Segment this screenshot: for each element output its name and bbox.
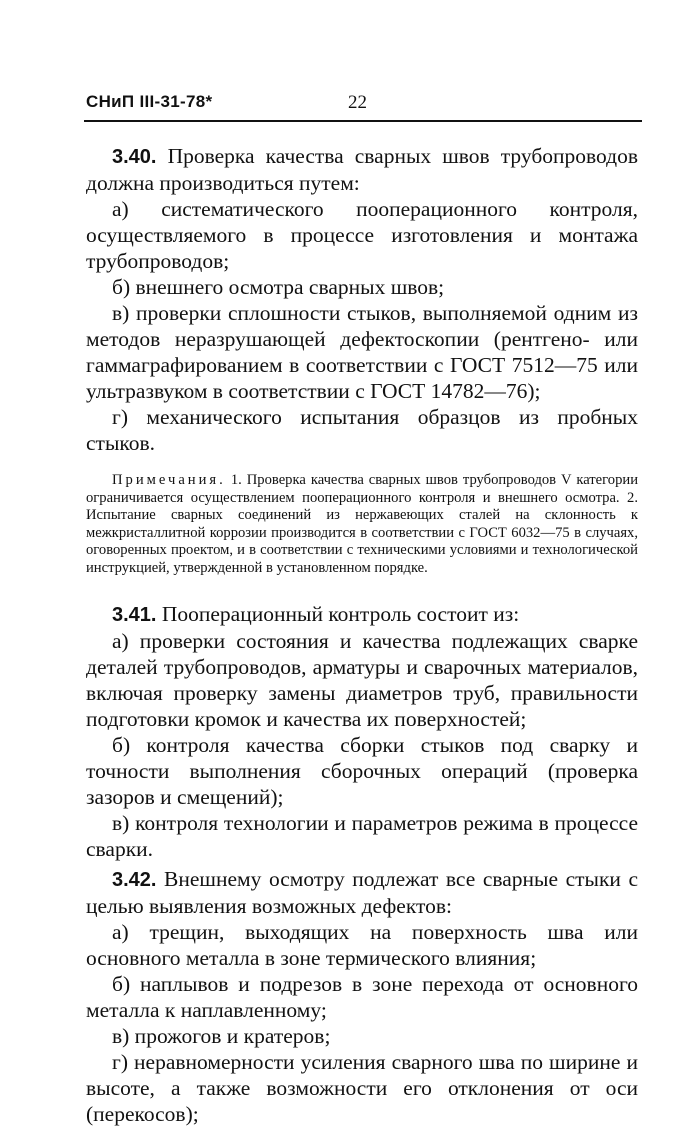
section-number: 3.42.	[112, 869, 157, 891]
list-item: б) наплывов и подрезов в зоне перехода от основного металла к наплавленному;	[86, 972, 638, 1022]
section-3-42-intro	[86, 866, 638, 919]
list-item: г) неравномерности усиления сварного шва по ширине и высоте, а также возможности его отклонения от оси (перекосов);	[86, 1050, 638, 1126]
list-item: а) трещин, выходящих на поверхность шва или основного металла в зоне термического влияния;	[86, 920, 638, 970]
page-number: 22	[348, 92, 367, 113]
list-item: б) контроля качества сборки стыков под сварку и точности выполнения сборочных операций (проверка зазоров и смещений);	[86, 733, 638, 809]
document-body	[86, 143, 638, 1127]
section-number: 3.41.	[112, 604, 157, 626]
list-item: в) контроля технологии и параметров режима в процессе сварки.	[86, 811, 638, 861]
note-text: 1. Проверка качества сварных швов трубопроводов V категории ограничивается осуществлением пооперационного контроля и внешнего осмотра. 2. Испытание сварных соединений из нержавеющих сталей на склонность к межкристаллитной коррозии производится в соответствии с ГОСТ 6032—75 в случаях, оговоренных проектом, и в соответствии с техническими условиями и технологической инструкцией, утвержденной в установленном порядке.	[86, 472, 639, 576]
note-heading: Примечания.	[112, 472, 226, 488]
section-number: 3.40.	[112, 146, 157, 168]
paragraph-text: Проверка качества сварных швов трубопроводов должна производиться путем:	[86, 144, 639, 195]
list-item: а) проверки состояния и качества подлежащих сварке деталей трубопроводов, арматуры и сварочных материалов, включая проверку замены диаметров труб, правильности подготовки кромок и качества их поверхностей;	[86, 629, 638, 731]
list-item: в) прожогов и кратеров;	[112, 1024, 331, 1048]
section-3-40-intro	[86, 143, 638, 196]
section-3-40-note	[86, 472, 638, 577]
paragraph-text: Пооперационный контроль состоит из:	[161, 602, 520, 626]
document-code: СНиП III-31-78*	[86, 92, 213, 111]
page-header	[86, 92, 642, 118]
list-item: в) проверки сплошности стыков, выполняемой одним из методов неразрушающей дефектоскопии (рентгено- или гаммаграфированием в соответствии с ГОСТ 7512—75 или ультразвуком в соответствии с ГОСТ 14782—76);	[86, 301, 638, 403]
paragraph-text: Внешнему осмотру подлежат все сварные стыки с целью выявления возможных дефектов:	[86, 867, 639, 918]
list-item: а) систематического пооперационного контроля, осуществляемого в процессе изготовления и монтажа трубопроводов;	[86, 197, 638, 273]
header-rule	[84, 120, 642, 122]
section-3-41-intro	[86, 601, 638, 628]
list-item: б) внешнего осмотра сварных швов;	[112, 275, 445, 299]
list-item: г) механического испытания образцов из пробных стыков.	[86, 405, 638, 455]
